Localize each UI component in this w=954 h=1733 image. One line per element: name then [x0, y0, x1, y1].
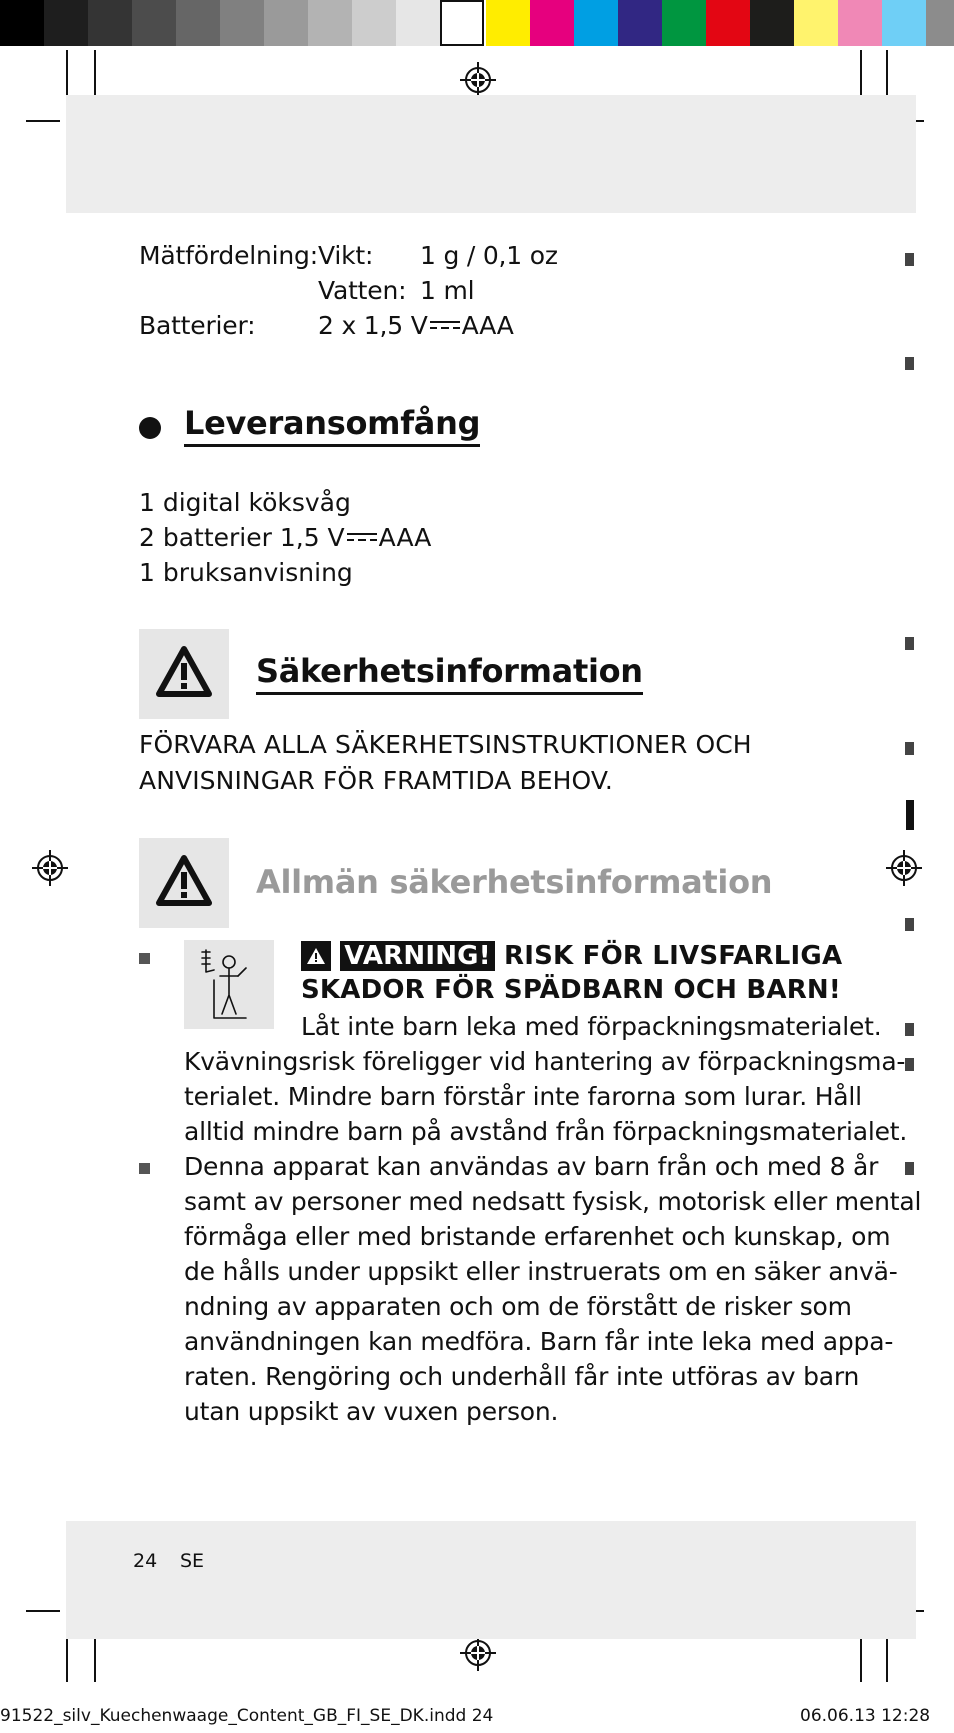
- paragraph-line: Låt inte barn leka med förpackningsmaterialet.: [301, 1012, 882, 1041]
- paragraph-line: samt av personer med nedsatt fysisk, motorisk eller mental: [184, 1187, 922, 1216]
- paragraph-line: Kvävningsrisk föreligger vid hantering av förpackningsma-: [184, 1047, 906, 1076]
- warning-title-line2: SKADOR FÖR SPÄDBARN OCH BARN!: [301, 975, 841, 1005]
- gray-swatch: [220, 0, 264, 46]
- gray-swatch: [132, 0, 176, 46]
- process-color-swatch: [706, 0, 750, 46]
- file-slug: 91522_silv_Kuechenwaage_Content_GB_FI_SE_DK.indd 24: [0, 1706, 494, 1726]
- process-color-swatch: [530, 0, 574, 46]
- paragraph-line: utan uppsikt av vuxen person.: [184, 1397, 559, 1426]
- crop-mark: [26, 1610, 60, 1612]
- paragraph-line: ndning av apparaten och om de förstått de risker som: [184, 1292, 852, 1321]
- warning-title: [301, 939, 842, 973]
- heading-bullet-icon: [139, 417, 161, 439]
- warning-title-line1: RISK FÖR LIVSFARLIGA: [504, 941, 843, 971]
- process-color-swatch: [750, 0, 794, 46]
- spec-label-vatten: Vatten:: [318, 276, 407, 305]
- page-edge-mark: [905, 1162, 914, 1175]
- language-code: SE: [180, 1550, 205, 1572]
- battery-voltage: 2 x 1,5 V: [318, 311, 428, 340]
- page-edge-mark: [905, 253, 914, 266]
- page-edge-mark: [906, 800, 914, 830]
- gray-swatch: [44, 0, 88, 46]
- battery-type: AAA: [461, 311, 514, 340]
- crop-mark: [94, 50, 96, 100]
- process-color-swatch: [486, 0, 530, 46]
- bullet-square-icon: [139, 953, 150, 964]
- paragraph-line: alltid mindre barn på avstånd från förpackningsmaterialet.: [184, 1117, 908, 1146]
- page-edge-mark: [905, 637, 914, 650]
- warning-box: [139, 838, 229, 928]
- gray-swatch: [396, 0, 440, 46]
- paragraph-line: raten. Rengöring och underhåll får inte utföras av barn: [184, 1362, 860, 1391]
- warning-triangle-icon: [139, 838, 229, 928]
- page-number: 24: [133, 1550, 158, 1572]
- gray-swatch: [352, 0, 396, 46]
- heading-leveransomfang-text: Leveransomfång: [184, 404, 480, 447]
- delivery-item: [139, 520, 431, 555]
- paragraph-line: användningen kan medföra. Barn får inte leka med appa-: [184, 1327, 894, 1356]
- registration-mark: [458, 60, 498, 100]
- warning-label: [301, 941, 331, 971]
- crop-mark: [66, 50, 68, 100]
- dc-symbol-icon: [347, 532, 377, 542]
- spec-label-vikt: Vikt:: [318, 241, 374, 270]
- spec-value-batterier: [318, 308, 514, 343]
- warning-box: [139, 629, 229, 719]
- process-color-swatch: [618, 0, 662, 46]
- bullet-square-icon: [139, 1163, 150, 1174]
- page-edge-mark: [905, 918, 914, 931]
- paragraph-line: förmåga eller med bristande erfarenhet och kunskap, om: [184, 1222, 891, 1251]
- heading-sakerhetsinformation: [256, 652, 643, 690]
- process-color-swatch: [882, 0, 926, 46]
- process-color-swatch: [926, 0, 954, 46]
- delivery-item: 1 bruksanvisning: [139, 558, 353, 587]
- process-color-swatch: [838, 0, 882, 46]
- heading-sakerhetsinformation-text: Säkerhetsinformation: [256, 652, 643, 695]
- registration-mark: [30, 848, 70, 888]
- warning-triangle-icon: [139, 629, 229, 719]
- warning-label-text: VARNING!: [340, 941, 495, 971]
- footer-band: [66, 1521, 916, 1639]
- gray-swatch: [176, 0, 220, 46]
- gray-swatch: [264, 0, 308, 46]
- process-color-swatch: [574, 0, 618, 46]
- crop-mark: [26, 120, 60, 122]
- registration-mark: [458, 1633, 498, 1673]
- registration-mark: [884, 848, 924, 888]
- color-calibration-bar: [0, 0, 954, 46]
- spec-label-batterier: Batterier:: [139, 311, 256, 340]
- dc-symbol-icon: [430, 320, 460, 330]
- spec-label-matfordelning: Mätfördelning:: [139, 241, 318, 270]
- delivery-item-battery-type: AAA: [378, 523, 432, 552]
- page-edge-mark: [905, 1023, 914, 1036]
- paragraph-line: terialet. Mindre barn förstår inte farorna som lurar. Håll: [184, 1082, 862, 1111]
- warning-small-icon: [305, 946, 327, 966]
- heading-allman-sakerhetsinformation: Allmän säkerhetsinformation: [256, 863, 773, 901]
- page-edge-mark: [905, 357, 914, 370]
- spec-value-vikt: 1 g / 0,1 oz: [420, 241, 558, 270]
- heading-leveransomfang: [184, 404, 480, 442]
- delivery-item: 1 digital köksvåg: [139, 488, 351, 517]
- page-edge-mark: [905, 742, 914, 755]
- gray-swatch: [440, 0, 484, 46]
- paragraph-line: de hålls under uppsikt eller instruerats om en säker anvä-: [184, 1257, 898, 1286]
- delivery-item-batteries: 2 batterier 1,5 V: [139, 523, 345, 552]
- spec-value-vatten: 1 ml: [420, 276, 475, 305]
- safety-notice-line: FÖRVARA ALLA SÄKERHETSINSTRUKTIONER OCH: [139, 730, 752, 759]
- crop-mark: [860, 50, 862, 100]
- crop-mark: [886, 50, 888, 100]
- paragraph-line: Denna apparat kan användas av barn från och med 8 år: [184, 1152, 879, 1181]
- process-color-swatch: [794, 0, 838, 46]
- header-band: [66, 95, 916, 213]
- gray-swatch: [308, 0, 352, 46]
- child-hazard-icon: [184, 940, 274, 1029]
- date-slug: 06.06.13 12:28: [800, 1706, 931, 1726]
- page-edge-mark: [905, 1058, 914, 1071]
- safety-notice-line: ANVISNINGAR FÖR FRAMTIDA BEHOV.: [139, 766, 613, 795]
- gray-swatch: [0, 0, 44, 46]
- process-color-swatch: [662, 0, 706, 46]
- gray-swatch: [88, 0, 132, 46]
